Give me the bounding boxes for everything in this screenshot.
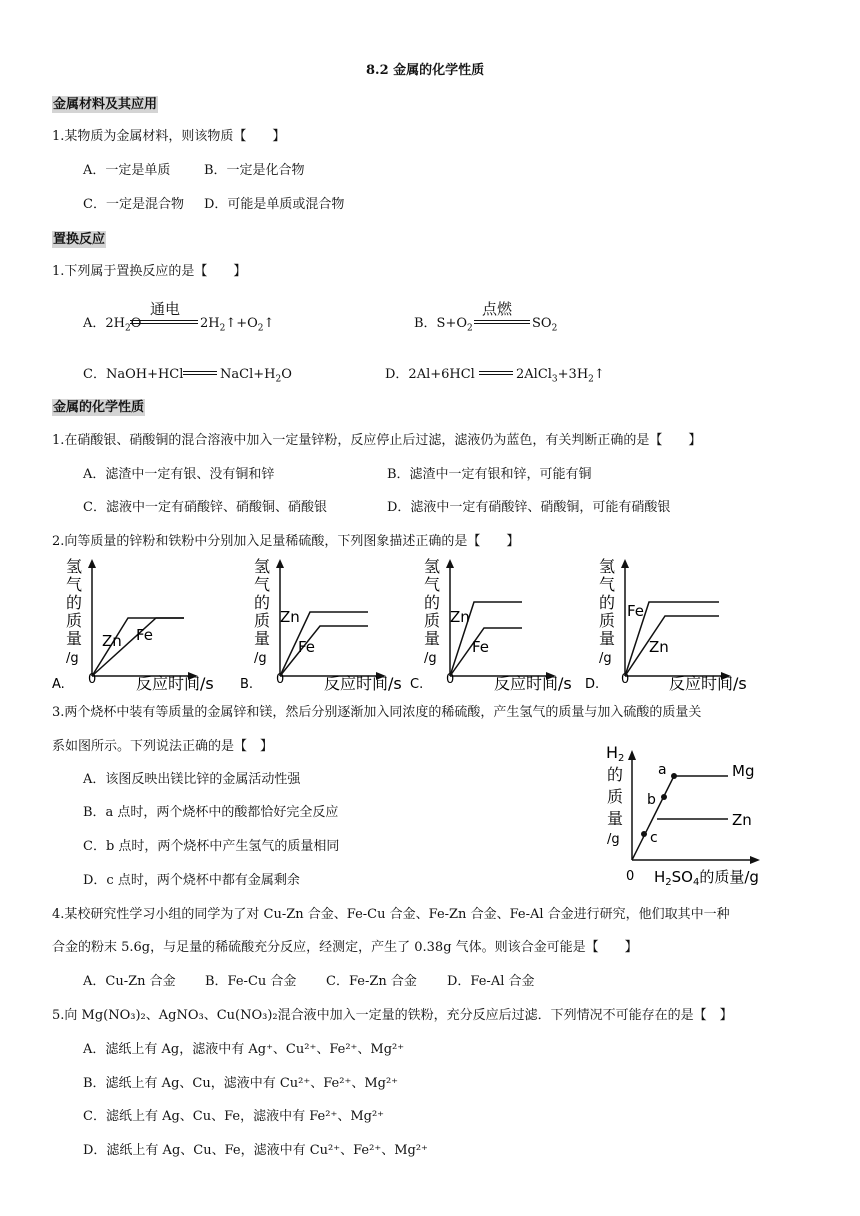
option-d: D．滤液中一定有硝酸锌、硝酸铜，可能有硝酸银 xyxy=(387,500,671,515)
x-axis-label: 反应时间/s xyxy=(136,674,214,693)
option-d: D．Fe-Al 合金 xyxy=(447,974,535,989)
option-b: B．a 点时，两个烧杯中的酸都恰好完全反应 xyxy=(83,805,339,820)
q3-point-a xyxy=(671,773,677,779)
option-a: A．一定是单质 xyxy=(83,163,171,178)
q3-point-c xyxy=(641,831,647,837)
y-label-char: 的 xyxy=(66,593,83,612)
option-c: C．滤液中一定有硝酸锌、硝酸铜、硝酸银 xyxy=(83,500,327,515)
x-axis-label: 反应时间/s xyxy=(494,674,572,693)
question-stem: 5.向 Mg(NO₃)₂、AgNO₃、Cu(NO₃)₂混合液中加入一定量的铁粉，充分反应后过滤．下列情况不可能存在的是【 】 xyxy=(52,1008,733,1023)
q2-graph-c xyxy=(410,556,575,696)
y-label-char: 量 xyxy=(254,629,271,648)
q3-y-char: /g xyxy=(607,832,620,847)
q3-y-char: 的 xyxy=(607,765,624,784)
reaction-b: B．$S+O_2$ xyxy=(414,316,473,334)
graph-letter: A. xyxy=(52,677,65,692)
origin-label: 0 xyxy=(88,672,97,687)
question-stem: 1.下列属于置换反应的是【 】 xyxy=(52,264,247,279)
q3-label-a: a xyxy=(658,762,667,778)
q3-x-arrow xyxy=(750,856,760,864)
q3-x-label: $H_2SO_4$的质量/g xyxy=(654,868,759,888)
q3-rise-line xyxy=(632,776,674,860)
q3-label-c: c xyxy=(650,830,658,846)
bottom-curve-label: Zn xyxy=(649,638,669,656)
q3-y-char: 量 xyxy=(607,809,624,828)
q2-graph-svg xyxy=(52,556,217,696)
graph-letter: B. xyxy=(240,677,254,692)
page-title: 8.2 金属的化学性质 xyxy=(366,63,485,78)
graph-letter: D. xyxy=(585,677,600,692)
q3-origin: 0 xyxy=(626,869,635,884)
reaction-d: D．2Al+6HCl xyxy=(385,367,475,382)
reaction-c: C．NaOH+HCl xyxy=(83,367,184,382)
option-a: A．Cu-Zn 合金 xyxy=(83,974,176,989)
section-heading-chemical-properties: 金属的化学性质 xyxy=(53,400,145,415)
y-label-char: 气 xyxy=(66,575,83,594)
option-d: D．c 点时，两个烧杯中都有金属剩余 xyxy=(83,873,300,888)
y-label-char: 气 xyxy=(424,575,441,594)
y-label-char: 氢 xyxy=(254,557,271,576)
bottom-curve-label: Fe xyxy=(472,638,490,656)
question-stem-line2: 合金的粉末 5.6g，与足量的稀硫酸充分反应，经测定，产生了 0.38g 气体。则该合金可能是【 】 xyxy=(52,940,638,955)
question-stem-line2: 系如图所示。下列说法正确的是【 】 xyxy=(52,739,274,754)
section-heading-metal-materials: 金属材料及其应用 xyxy=(53,97,158,112)
section-heading-displacement: 置换反应 xyxy=(53,232,106,247)
reaction-condition-electrolysis: 通电 xyxy=(150,300,181,318)
q2-graph-svg xyxy=(410,556,575,696)
option-a: A．滤渣中一定有银、没有铜和锌 xyxy=(83,467,275,482)
q2-graph-b xyxy=(240,556,405,696)
reaction-a-products: $2H_2↑+O_2↑$ xyxy=(200,316,275,334)
q3-y-arrow xyxy=(628,750,636,760)
y-label-char: /g xyxy=(599,651,612,666)
q3-label-b: b xyxy=(647,792,656,808)
q3-label-zn: Zn xyxy=(732,811,752,829)
option-c: C．Fe-Zn 合金 xyxy=(326,974,417,989)
top-curve-label: Zn xyxy=(450,608,470,626)
option-a: A．该图反映出镁比锌的金属活动性强 xyxy=(83,772,301,787)
y-label-char: 量 xyxy=(66,629,83,648)
y-label-char: 质 xyxy=(254,611,271,630)
y-axis-arrow xyxy=(446,559,454,568)
bottom-curve-label: Fe xyxy=(136,626,154,644)
y-label-char: 的 xyxy=(599,593,616,612)
q2-graph-a xyxy=(52,556,217,696)
y-label-char: 的 xyxy=(424,593,441,612)
x-axis-label: 反应时间/s xyxy=(669,674,747,693)
y-axis-arrow xyxy=(621,559,629,568)
q3-y-char: 质 xyxy=(607,787,624,806)
y-axis-arrow xyxy=(276,559,284,568)
y-label-char: /g xyxy=(424,651,437,666)
reaction-a-reactant: A．$2H_2O$ xyxy=(83,316,142,334)
q2-graph-svg xyxy=(240,556,405,696)
y-axis-arrow xyxy=(88,559,96,568)
option-c: C．滤纸上有 Ag、Cu、Fe，滤液中有 Fe²⁺、Mg²⁺ xyxy=(83,1109,385,1124)
y-label-char: 气 xyxy=(254,575,271,594)
origin-label: 0 xyxy=(446,672,455,687)
top-curve-label: Fe xyxy=(627,602,645,620)
option-b: B．Fe-Cu 合金 xyxy=(205,974,297,989)
y-label-char: 氢 xyxy=(599,557,616,576)
reaction-condition-ignite: 点燃 xyxy=(482,300,513,318)
option-a: A．滤纸上有 Ag，滤液中有 Ag⁺、Cu²⁺、Fe²⁺、Mg²⁺ xyxy=(83,1042,405,1057)
y-label-char: 质 xyxy=(599,611,616,630)
q2-graph-svg xyxy=(585,556,750,696)
y-label-char: 质 xyxy=(424,611,441,630)
origin-label: 0 xyxy=(276,672,285,687)
option-b: B．滤纸上有 Ag、Cu，滤液中有 Cu²⁺、Fe²⁺、Mg²⁺ xyxy=(83,1076,399,1091)
origin-label: 0 xyxy=(621,672,630,687)
reaction-c-products: $NaCl+H_2O$ xyxy=(220,367,292,385)
reaction-b-equals-sign xyxy=(474,320,530,324)
q3-label-mg: Mg xyxy=(732,762,755,780)
reaction-d-products: $2AlCl_3+3H_2↑$ xyxy=(516,367,605,385)
graph-letter: C. xyxy=(410,677,424,692)
y-label-char: 量 xyxy=(424,629,441,648)
y-label-char: 氢 xyxy=(424,557,441,576)
y-label-char: 的 xyxy=(254,593,271,612)
option-b: B．滤渣中一定有银和锌，可能有铜 xyxy=(387,467,592,482)
reaction-d-equals-sign xyxy=(479,371,513,375)
bottom-curve xyxy=(280,626,368,676)
x-axis-label: 反应时间/s xyxy=(324,674,402,693)
bottom-curve-label: Fe xyxy=(298,638,316,656)
reaction-c-equals-sign xyxy=(183,371,217,375)
option-d: D．滤纸上有 Ag、Cu、Fe，滤液中有 Cu²⁺、Fe²⁺、Mg²⁺ xyxy=(83,1143,428,1158)
question-stem: 1.在硝酸银、硝酸铜的混合溶液中加入一定量锌粉，反应停止后过滤，滤液仍为蓝色，有关判断正确的是【 】 xyxy=(52,433,702,448)
option-b: B．一定是化合物 xyxy=(204,163,305,178)
option-d: D．可能是单质或混合物 xyxy=(204,197,345,212)
q2-graph-d xyxy=(585,556,750,696)
top-curve-label: Zn xyxy=(280,608,300,626)
question-stem-line1: 3.两个烧杯中装有等质量的金属锌和镁，然后分别逐渐加入同浓度的稀硫酸，产生氢气的质量与加入硫酸的质量关 xyxy=(52,705,702,720)
y-label-char: /g xyxy=(254,651,267,666)
y-label-char: 质 xyxy=(66,611,83,630)
y-label-char: /g xyxy=(66,651,79,666)
reaction-b-product: $SO_2$ xyxy=(532,316,558,334)
reaction-a-equals-sign xyxy=(130,320,198,324)
bottom-curve xyxy=(625,616,719,676)
option-c: C．b 点时，两个烧杯中产生氢气的质量相同 xyxy=(83,839,340,854)
y-label-char: 气 xyxy=(599,575,616,594)
question-stem: 1.某物质为金属材料，则该物质【 】 xyxy=(52,129,286,144)
question-stem-line1: 4.某校研究性学习小组的同学为了对 Cu-Zn 合金、Fe-Cu 合金、Fe-Zn 合金、Fe-Al 合金进行研究，他们取其中一种 xyxy=(52,907,730,922)
question-stem: 2.向等质量的锌粉和铁粉中分别加入足量稀硫酸，下列图象描述正确的是【 】 xyxy=(52,534,520,549)
q3-y-label-h: H2 xyxy=(606,743,625,764)
option-c: C．一定是混合物 xyxy=(83,197,184,212)
y-label-char: 量 xyxy=(599,629,616,648)
q3-point-b xyxy=(661,794,667,800)
q3-graph xyxy=(604,742,766,888)
top-curve-label: Zn xyxy=(102,632,122,650)
y-label-char: 氢 xyxy=(66,557,83,576)
